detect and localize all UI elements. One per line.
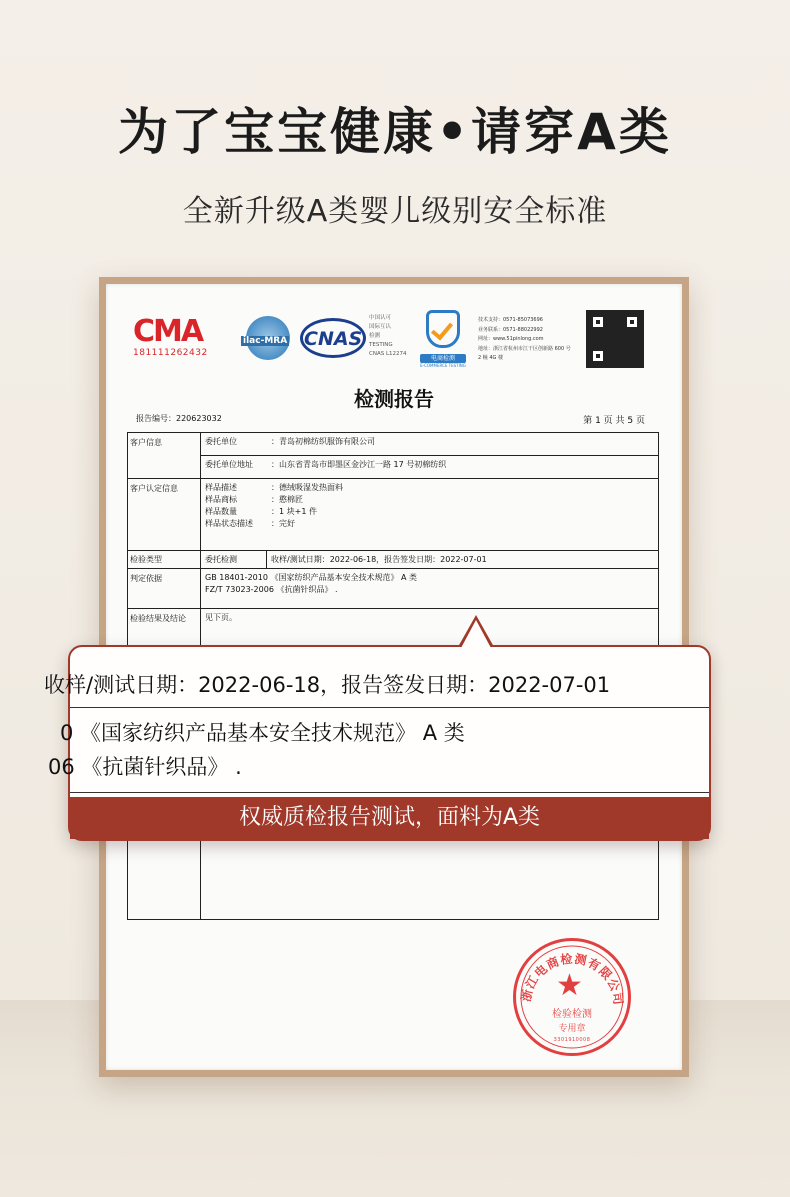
basis-line: GB 18401-2010 《国家纺织产品基本安全技术规范》 A 类 <box>205 573 418 582</box>
cma-logo <box>133 316 213 358</box>
cnas-line: 国际互认 <box>369 324 392 330</box>
qr-code-icon <box>586 310 644 368</box>
result-value: 见下页。 <box>205 613 237 622</box>
seal-text: 检验检测 <box>552 1009 592 1020</box>
cnas-line: TESTING <box>369 342 393 348</box>
field-key: 委托单位 <box>205 437 237 446</box>
field-value: ：青岛初棉纺织服饰有限公司 <box>271 437 375 446</box>
field-key: 委托单位地址 <box>205 460 253 469</box>
field-value: 收样/测试日期：2022-06-18，报告签发日期：2022-07-01 <box>271 555 487 564</box>
field-key: 样品数量 <box>205 507 237 516</box>
table-row-client <box>128 433 658 479</box>
cnas-logo <box>300 316 366 360</box>
contact-line: 技术支持：0571-85073696 <box>478 317 543 323</box>
report-number: 报告编号：220623032 <box>136 414 222 423</box>
zoom-callout <box>44 645 711 841</box>
cnas-label: CNAS <box>304 328 363 350</box>
field-value: ：德绒吸湿发热面料 <box>271 483 343 492</box>
cnas-info <box>369 314 407 359</box>
ilac-label: ilac-MRA <box>243 336 288 346</box>
callout-banner: 权威质检报告测试，面料为A类 <box>70 797 709 839</box>
divider <box>70 792 709 793</box>
contact-line: 网址：www.51pinlong.com <box>478 336 544 342</box>
callout-date-line: 收样/测试日期：2022-06-18，报告签发日期：2022-07-01 <box>44 673 611 697</box>
callout-standard-line: 06 《抗菌针织品》 . <box>48 755 242 779</box>
cnas-line: 中国认可 <box>369 315 392 321</box>
basis-line: FZ/T 73023-2006 《抗菌针织品》 . <box>205 585 338 594</box>
cma-number: 181111262432 <box>133 348 208 358</box>
field-value: ：山东省青岛市即墨区金沙江一路 17 号初棉纺织 <box>271 460 447 469</box>
cnas-line: 检测 <box>369 333 381 339</box>
table-row-test-type <box>128 551 658 569</box>
shield-check-icon <box>426 310 460 348</box>
field-value: ：憨棉匠 <box>271 495 303 504</box>
callout-pointer-fill <box>461 620 491 648</box>
cma-mark: CMA <box>133 314 203 349</box>
subheadline: 全新升级A类婴儿级别安全标准 <box>182 194 608 229</box>
field-value: ：1 块+1 件 <box>271 507 317 516</box>
report-title: 检测报告 <box>354 387 434 411</box>
row-label: 客户认定信息 <box>128 479 201 550</box>
cnas-line: CNAS L12274 <box>369 351 407 357</box>
headline: 为了宝宝健康•请穿A类 <box>118 103 672 161</box>
field-key: 样品商标 <box>205 495 237 504</box>
row-label: 客户信息 <box>128 433 201 478</box>
contact-info <box>478 316 571 364</box>
logo-row <box>133 310 653 380</box>
divider <box>70 707 709 708</box>
seal-text: 专用章 <box>558 1024 586 1034</box>
seal-number: 3301910008 <box>553 1037 591 1043</box>
field-value: 委托检测 <box>201 551 267 569</box>
contact-line: 地址：浙江省杭州市江干区创新路 600 号 <box>478 345 571 352</box>
shield-label: 电商检测 <box>420 354 466 363</box>
field-key: 样品描述 <box>205 483 237 492</box>
contact-line: 业务联系：0571-88022992 <box>478 326 543 333</box>
table-row-sample <box>128 479 658 551</box>
row-label: 判定依据 <box>128 569 201 608</box>
contact-line: 2 幢 4G 楼 <box>478 355 504 361</box>
row-label: 检验结果及结论 <box>128 609 201 919</box>
star-icon: ★ <box>556 968 583 1003</box>
shield-sub: E-COMMERCE TESTING <box>420 363 466 368</box>
table-row-basis <box>128 569 658 609</box>
row-label: 检验类型 <box>128 551 201 568</box>
svg-text:浙江电商检测有限公司: 浙江电商检测有限公司 <box>518 951 626 1007</box>
page-info: 第 1 页 共 5 页 <box>583 416 645 426</box>
field-value: ：完好 <box>271 519 295 528</box>
official-seal <box>513 938 631 1056</box>
callout-standard-line: 0 《国家纺织产品基本安全技术规范》 A 类 <box>60 721 465 745</box>
field-key: 样品状态描述 <box>205 519 253 528</box>
ecommerce-testing-logo <box>419 310 467 372</box>
